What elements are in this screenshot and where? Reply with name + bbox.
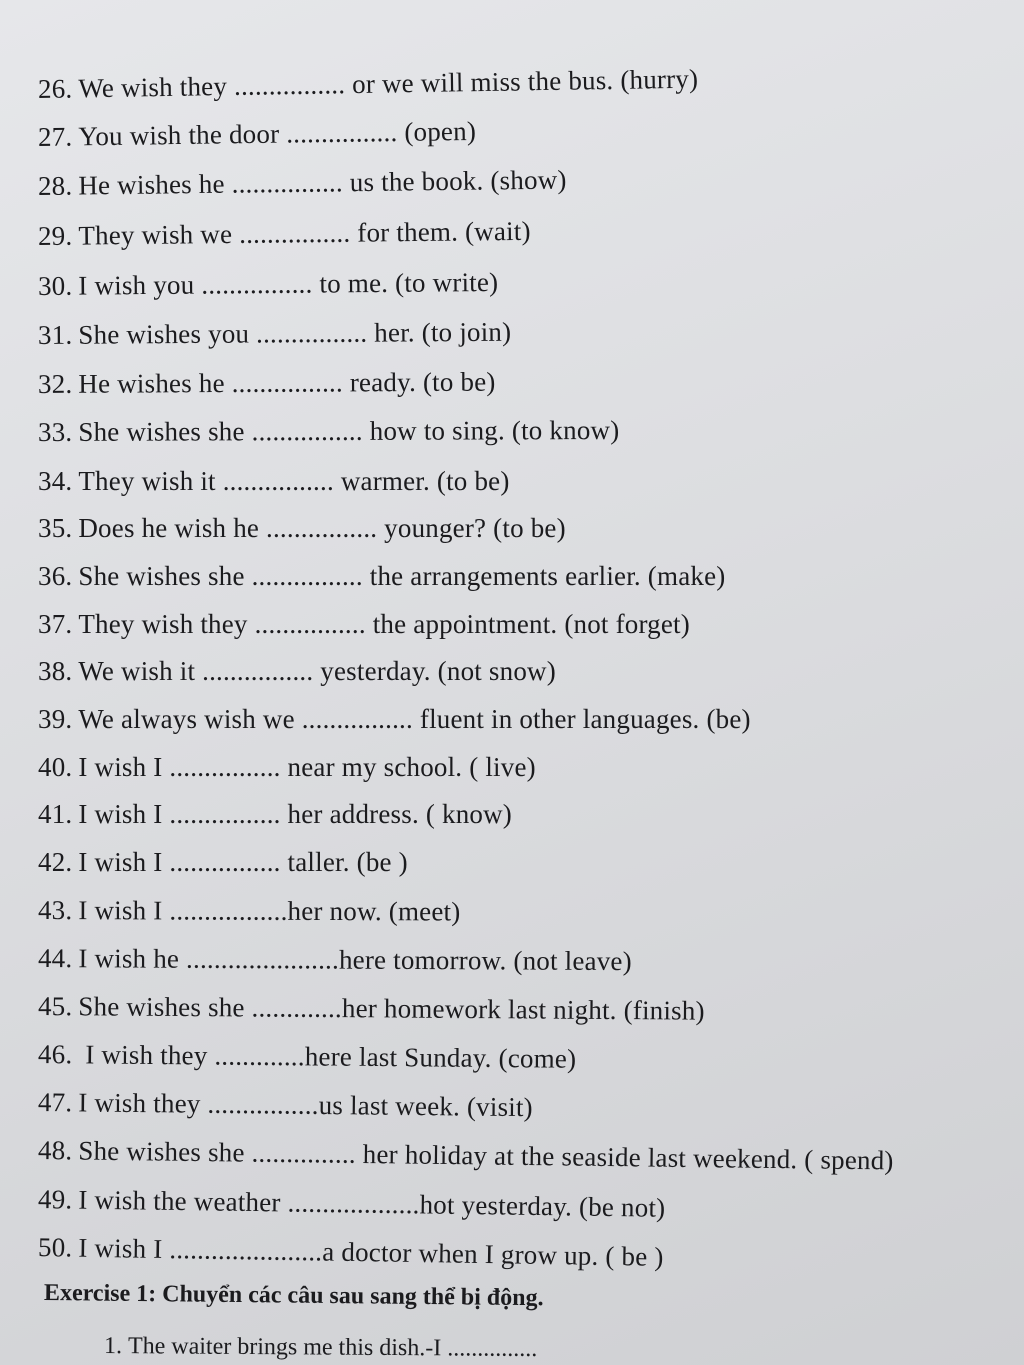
exercise-number: 43.: [37, 895, 73, 926]
exercise-line: [38, 415, 619, 448]
exercise-line: [38, 656, 556, 687]
exercise-text: We wish it ................ yesterday. (not snow): [78, 656, 556, 686]
exercise-text: I wish they ................us last week. (visit): [78, 1087, 533, 1123]
exercise-text: I wish you ................ to me. (to write): [78, 266, 499, 301]
section-item-text: The waiter brings me this dish.-I ...............: [127, 1333, 538, 1363]
exercise-number: 39.: [38, 704, 73, 734]
exercise-number: 28.: [37, 170, 73, 201]
exercise-number: 35.: [38, 513, 73, 543]
exercise-line: [38, 991, 705, 1027]
exercise-line: [38, 466, 510, 497]
exercise-text: I wish they .............here last Sunday. (come): [78, 1039, 577, 1074]
exercise-text: She wishes you ................ her. (to join): [78, 316, 512, 350]
exercise-number: 32.: [37, 368, 73, 399]
section-item-number: 1.: [103, 1333, 123, 1360]
exercise-number: 42.: [38, 847, 73, 877]
exercise-line: [38, 1087, 533, 1123]
exercise-text: I wish I ................ her address. ( know): [78, 799, 512, 829]
section-heading: Exercise 1: Chuyển các câu sau sang thể bị động.: [43, 1280, 544, 1312]
exercise-line: [38, 1135, 894, 1176]
exercise-number: 41.: [38, 799, 73, 829]
exercise-text: We always wish we ................ fluent in other languages. (be): [78, 704, 751, 734]
exercise-line: [38, 1039, 577, 1075]
exercise-text: They wish they ................ the appointment. (not forget): [78, 609, 690, 639]
exercise-line: [38, 267, 499, 302]
exercise-text: We wish they ................ or we will miss the bus. (hurry): [78, 63, 699, 104]
exercise-number: 50.: [37, 1232, 73, 1263]
exercise-line: [38, 561, 725, 592]
exercise-line: [38, 216, 531, 252]
exercise-number: 26.: [37, 73, 73, 104]
exercise-line: [38, 799, 512, 830]
exercise-line: [38, 1184, 666, 1224]
exercise-text: Does he wish he ................ younger? (to be): [78, 513, 566, 543]
exercise-text: They wish we ................ for them. (wait): [78, 215, 531, 251]
exercise-number: 29.: [37, 220, 73, 251]
exercise-line: [38, 116, 476, 153]
exercise-number: 45.: [37, 991, 73, 1022]
exercise-number: 27.: [37, 121, 73, 152]
exercise-number: 33.: [37, 416, 73, 447]
exercise-text: He wishes he ................ ready. (to be): [78, 366, 496, 399]
exercise-line: [38, 943, 632, 977]
exercise-number: 31.: [37, 319, 73, 350]
exercise-line: [38, 64, 699, 105]
exercise-number: 38.: [38, 656, 73, 686]
exercise-line: [38, 165, 567, 202]
exercise-text: She wishes she ................ how to sing. (to know): [78, 414, 620, 447]
exercise-line: [38, 367, 496, 400]
exercise-number: 48.: [37, 1135, 73, 1166]
exercise-line: [38, 317, 511, 351]
exercise-line: [38, 609, 690, 640]
exercise-text: He wishes he ................ us the book. (show): [78, 164, 567, 201]
exercise-number: 49.: [37, 1184, 73, 1215]
exercise-number: 36.: [38, 561, 73, 591]
exercise-number: 40.: [38, 752, 73, 782]
exercise-text: I wish I ......................a doctor when I grow up. ( be ): [78, 1232, 664, 1272]
exercise-number: 34.: [38, 466, 73, 496]
exercise-text: I wish I .................her now. (meet): [78, 895, 461, 927]
exercise-text: She wishes she ............... her holiday at the seaside last weekend. ( spend): [78, 1135, 894, 1176]
exercise-number: 47.: [37, 1087, 73, 1118]
exercise-line: [38, 513, 566, 544]
exercise-line: [38, 895, 461, 927]
exercise-number: 30.: [37, 270, 73, 301]
exercise-text: I wish I ................ near my school. ( live): [78, 752, 536, 782]
section-item: [104, 1333, 537, 1363]
exercise-text: I wish he ......................here tomorrow. (not leave): [78, 943, 632, 977]
exercise-text: They wish it ................ warmer. (to be): [78, 466, 510, 496]
exercise-text: She wishes she ................ the arrangements earlier. (make): [78, 561, 726, 591]
exercise-text: You wish the door ................ (open): [78, 115, 477, 152]
exercise-line: [38, 752, 536, 783]
exercise-line: [38, 1232, 664, 1273]
exercise-line: [38, 847, 408, 878]
exercise-line: [38, 704, 751, 735]
exercise-text: She wishes she .............her homework last night. (finish): [78, 991, 705, 1026]
exercise-number: 46.: [37, 1039, 73, 1070]
exercise-number: 37.: [38, 609, 73, 639]
exercise-text: I wish I ................ taller. (be ): [78, 847, 408, 877]
exercise-number: 44.: [37, 943, 73, 974]
exercise-text: I wish the weather ...................hot yesterday. (be not): [78, 1184, 666, 1223]
